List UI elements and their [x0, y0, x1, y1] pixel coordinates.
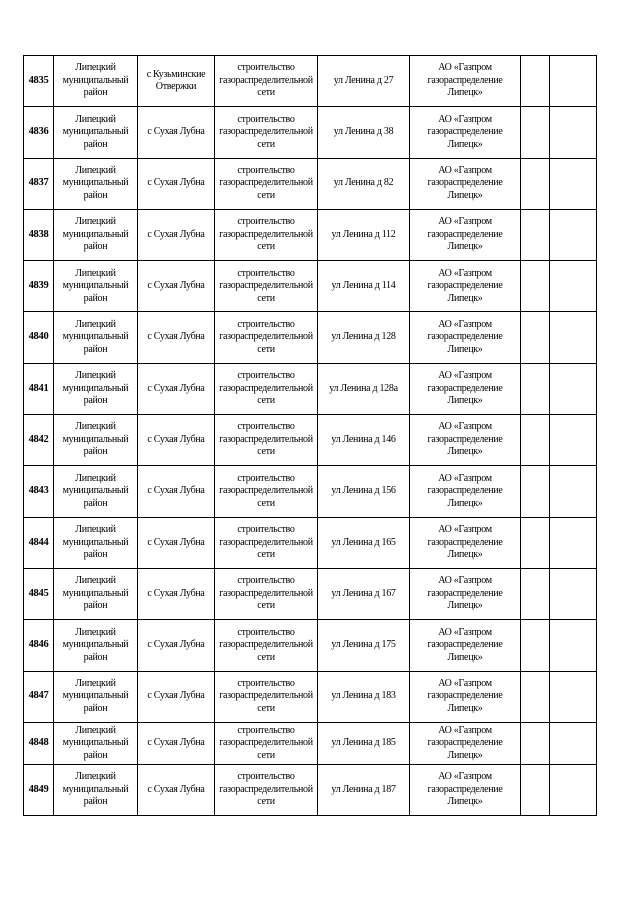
work-type-cell: строительство газораспределительной сети [215, 363, 318, 414]
organization-cell: АО «Газпром газораспределение Липецк» [410, 722, 521, 764]
work-type-cell: строительство газораспределительной сети [215, 671, 318, 722]
work-type-cell: строительство газораспределительной сети [215, 56, 318, 107]
table-row [24, 568, 597, 619]
row-number: 4839 [24, 261, 54, 312]
address-cell: ул Ленина д 165 [318, 517, 410, 568]
locality-cell: с Сухая Лубна [138, 107, 215, 158]
row-number: 4840 [24, 312, 54, 363]
row-number: 4843 [24, 466, 54, 517]
district-cell: Липецкий муниципальный район [54, 56, 138, 107]
table-body [24, 56, 597, 816]
empty-cell [521, 568, 550, 619]
address-cell: ул Ленина д 128а [318, 363, 410, 414]
table-row [24, 363, 597, 414]
row-number: 4837 [24, 158, 54, 209]
address-cell: ул Ленина д 183 [318, 671, 410, 722]
locality-cell: с Сухая Лубна [138, 466, 215, 517]
row-number: 4846 [24, 620, 54, 671]
address-cell: ул Ленина д 114 [318, 261, 410, 312]
work-type-cell: строительство газораспределительной сети [215, 722, 318, 764]
empty-cell [521, 56, 550, 107]
locality-cell: с Сухая Лубна [138, 671, 215, 722]
organization-cell: АО «Газпром газораспределение Липецк» [410, 671, 521, 722]
gas-network-table [23, 55, 597, 816]
organization-cell: АО «Газпром газораспределение Липецк» [410, 517, 521, 568]
row-number: 4842 [24, 415, 54, 466]
row-number: 4844 [24, 517, 54, 568]
work-type-cell: строительство газораспределительной сети [215, 764, 318, 815]
district-cell: Липецкий муниципальный район [54, 363, 138, 414]
table-row [24, 764, 597, 815]
organization-cell: АО «Газпром газораспределение Липецк» [410, 568, 521, 619]
row-number: 4841 [24, 363, 54, 414]
locality-cell: с Сухая Лубна [138, 764, 215, 815]
table-row [24, 56, 597, 107]
empty-cell [521, 671, 550, 722]
address-cell: ул Ленина д 38 [318, 107, 410, 158]
empty-cell [521, 107, 550, 158]
address-cell: ул Ленина д 185 [318, 722, 410, 764]
empty-cell [521, 158, 550, 209]
empty-cell [521, 261, 550, 312]
empty-cell [521, 415, 550, 466]
organization-cell: АО «Газпром газораспределение Липецк» [410, 107, 521, 158]
work-type-cell: строительство газораспределительной сети [215, 158, 318, 209]
empty-cell [550, 671, 597, 722]
locality-cell: с Сухая Лубна [138, 568, 215, 619]
table-row [24, 620, 597, 671]
empty-cell [550, 107, 597, 158]
locality-cell: с Сухая Лубна [138, 620, 215, 671]
organization-cell: АО «Газпром газораспределение Липецк» [410, 56, 521, 107]
table-row [24, 671, 597, 722]
organization-cell: АО «Газпром газораспределение Липецк» [410, 466, 521, 517]
empty-cell [550, 466, 597, 517]
locality-cell: с Кузьминские Отвержки [138, 56, 215, 107]
locality-cell: с Сухая Лубна [138, 363, 215, 414]
work-type-cell: строительство газораспределительной сети [215, 517, 318, 568]
organization-cell: АО «Газпром газораспределение Липецк» [410, 261, 521, 312]
empty-cell [550, 158, 597, 209]
district-cell: Липецкий муниципальный район [54, 415, 138, 466]
row-number: 4835 [24, 56, 54, 107]
empty-cell [550, 209, 597, 260]
district-cell: Липецкий муниципальный район [54, 722, 138, 764]
district-cell: Липецкий муниципальный район [54, 620, 138, 671]
district-cell: Липецкий муниципальный район [54, 466, 138, 517]
empty-cell [521, 363, 550, 414]
work-type-cell: строительство газораспределительной сети [215, 107, 318, 158]
work-type-cell: строительство газораспределительной сети [215, 466, 318, 517]
organization-cell: АО «Газпром газораспределение Липецк» [410, 312, 521, 363]
address-cell: ул Ленина д 146 [318, 415, 410, 466]
work-type-cell: строительство газораспределительной сети [215, 415, 318, 466]
work-type-cell: строительство газораспределительной сети [215, 568, 318, 619]
empty-cell [521, 722, 550, 764]
district-cell: Липецкий муниципальный район [54, 671, 138, 722]
work-type-cell: строительство газораспределительной сети [215, 620, 318, 671]
table-row [24, 107, 597, 158]
organization-cell: АО «Газпром газораспределение Липецк» [410, 158, 521, 209]
district-cell: Липецкий муниципальный район [54, 312, 138, 363]
locality-cell: с Сухая Лубна [138, 415, 215, 466]
locality-cell: с Сухая Лубна [138, 158, 215, 209]
empty-cell [550, 261, 597, 312]
work-type-cell: строительство газораспределительной сети [215, 209, 318, 260]
row-number: 4847 [24, 671, 54, 722]
empty-cell [550, 764, 597, 815]
district-cell: Липецкий муниципальный район [54, 764, 138, 815]
district-cell: Липецкий муниципальный район [54, 158, 138, 209]
address-cell: ул Ленина д 156 [318, 466, 410, 517]
empty-cell [521, 620, 550, 671]
locality-cell: с Сухая Лубна [138, 722, 215, 764]
address-cell: ул Ленина д 27 [318, 56, 410, 107]
organization-cell: АО «Газпром газораспределение Липецк» [410, 363, 521, 414]
district-cell: Липецкий муниципальный район [54, 107, 138, 158]
table-row [24, 312, 597, 363]
locality-cell: с Сухая Лубна [138, 261, 215, 312]
row-number: 4838 [24, 209, 54, 260]
row-number: 4849 [24, 764, 54, 815]
empty-cell [550, 363, 597, 414]
empty-cell [521, 312, 550, 363]
district-cell: Липецкий муниципальный район [54, 568, 138, 619]
address-cell: ул Ленина д 128 [318, 312, 410, 363]
district-cell: Липецкий муниципальный район [54, 209, 138, 260]
organization-cell: АО «Газпром газораспределение Липецк» [410, 764, 521, 815]
table-row [24, 722, 597, 764]
empty-cell [550, 56, 597, 107]
empty-cell [550, 415, 597, 466]
address-cell: ул Ленина д 167 [318, 568, 410, 619]
row-number: 4845 [24, 568, 54, 619]
locality-cell: с Сухая Лубна [138, 517, 215, 568]
empty-cell [550, 620, 597, 671]
address-cell: ул Ленина д 82 [318, 158, 410, 209]
table-row [24, 261, 597, 312]
locality-cell: с Сухая Лубна [138, 312, 215, 363]
empty-cell [521, 209, 550, 260]
empty-cell [550, 312, 597, 363]
row-number: 4848 [24, 722, 54, 764]
work-type-cell: строительство газораспределительной сети [215, 261, 318, 312]
table-row [24, 415, 597, 466]
row-number: 4836 [24, 107, 54, 158]
address-cell: ул Ленина д 112 [318, 209, 410, 260]
empty-cell [521, 517, 550, 568]
organization-cell: АО «Газпром газораспределение Липецк» [410, 415, 521, 466]
empty-cell [550, 722, 597, 764]
empty-cell [550, 568, 597, 619]
district-cell: Липецкий муниципальный район [54, 517, 138, 568]
empty-cell [521, 764, 550, 815]
empty-cell [521, 466, 550, 517]
table-row [24, 158, 597, 209]
address-cell: ул Ленина д 187 [318, 764, 410, 815]
table-row [24, 209, 597, 260]
organization-cell: АО «Газпром газораспределение Липецк» [410, 209, 521, 260]
table-row [24, 517, 597, 568]
address-cell: ул Ленина д 175 [318, 620, 410, 671]
table-row [24, 466, 597, 517]
locality-cell: с Сухая Лубна [138, 209, 215, 260]
work-type-cell: строительство газораспределительной сети [215, 312, 318, 363]
empty-cell [550, 517, 597, 568]
district-cell: Липецкий муниципальный район [54, 261, 138, 312]
organization-cell: АО «Газпром газораспределение Липецк» [410, 620, 521, 671]
